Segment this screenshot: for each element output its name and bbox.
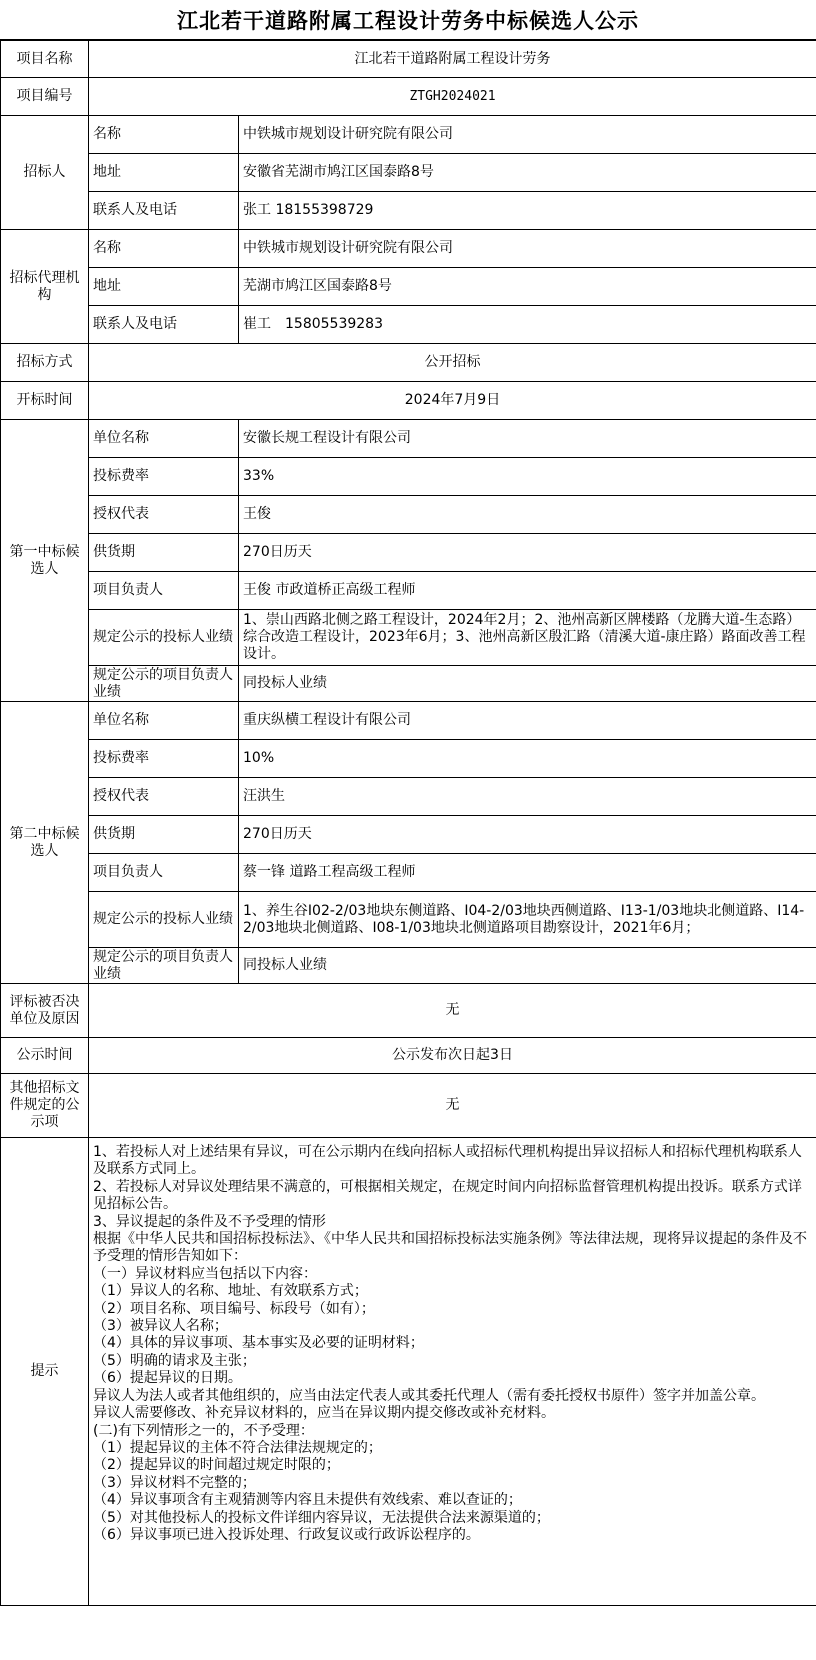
first-performance-label: 规定公示的投标人业绩 <box>89 610 239 666</box>
second-performance-label: 规定公示的投标人业绩 <box>89 892 239 948</box>
row-tenderer-address <box>1 154 816 192</box>
tenderer-name-value: 中铁城市规划设计研究院有限公司 <box>239 116 816 154</box>
second-manager-value: 蔡一锋 道路工程高级工程师 <box>239 854 816 892</box>
second-manager-performance-value: 同投标人业绩 <box>239 948 816 984</box>
notice-line: 3、异议提起的条件及不予受理的情形 <box>93 1213 326 1230</box>
row-notice <box>1 1138 816 1606</box>
row-method <box>1 344 816 382</box>
notice-line: (二)有下列情形之一的，不予受理： <box>93 1422 314 1439</box>
notice-line: （4）具体的异议事项、基本事实及必要的证明材料； <box>93 1335 424 1352</box>
first-manager-label: 项目负责人 <box>89 572 239 610</box>
second-rate-value: 10% <box>239 740 816 778</box>
second-unit-label: 单位名称 <box>89 702 239 740</box>
project-name-value: 江北若干道路附属工程设计劳务 <box>89 41 816 78</box>
tenderer-label: 招标人 <box>1 116 89 230</box>
second-period-label: 供货期 <box>89 816 239 854</box>
first-rep-label: 授权代表 <box>89 496 239 534</box>
project-code-label: 项目编号 <box>1 78 89 116</box>
notice-label: 提示 <box>1 1138 89 1606</box>
first-manager-performance-label: 规定公示的项目负责人业绩 <box>89 666 239 702</box>
method-label: 招标方式 <box>1 344 89 382</box>
notice-line: （3）被异议人名称； <box>93 1318 228 1335</box>
row-first-unit <box>1 420 816 458</box>
tenderer-name-label: 名称 <box>89 116 239 154</box>
publicity-value: 公示发布次日起3日 <box>89 1038 816 1074</box>
agency-label: 招标代理机构 <box>1 230 89 344</box>
announcement-table-wrap <box>0 40 816 1606</box>
notice-line: （5）对其他投标人的投标文件详细内容异议，无法提供合法来源渠道的； <box>93 1509 550 1526</box>
row-open-time <box>1 382 816 420</box>
notice-line: （1）提起异议的主体不符合法律法规规定的； <box>93 1439 382 1456</box>
tenderer-contact-value: 张工 18155398729 <box>239 192 816 230</box>
notice-line: 1、若投标人对上述结果有异议，可在公示期内在线向招标人或招标代理机构提出异议招标人和招标代理机构联系人及联系方式同上。 <box>93 1144 802 1178</box>
open-time-value: 2024年7月9日 <box>89 382 816 420</box>
row-first-manager-performance <box>1 666 816 702</box>
row-first-manager <box>1 572 816 610</box>
notice-content <box>89 1138 816 1606</box>
first-rate-label: 投标费率 <box>89 458 239 496</box>
publicity-label: 公示时间 <box>1 1038 89 1074</box>
notice-line: （6）提起异议的日期。 <box>93 1370 242 1387</box>
tenderer-address-label: 地址 <box>89 154 239 192</box>
notice-line: （3）异议材料不完整的； <box>93 1474 256 1491</box>
notice-line: 异议人需要修改、补充异议材料的，应当在异议期内提交修改或补充材料。 <box>93 1405 555 1422</box>
first-rep-value: 王俊 <box>239 496 816 534</box>
notice-line: （2）提起异议的时间超过规定时限的； <box>93 1457 340 1474</box>
rejected-value: 无 <box>89 984 816 1038</box>
notice-line: （4）异议事项含有主观猜测等内容且未提供有效线索、难以查证的； <box>93 1492 522 1509</box>
notice-line: （6）异议事项已进入投诉处理、行政复议或行政诉讼程序的。 <box>93 1526 480 1543</box>
first-manager-performance-value: 同投标人业绩 <box>239 666 816 702</box>
row-second-rate <box>1 740 816 778</box>
notice-line: 异议人为法人或者其他组织的，应当由法定代表人或其委托代理人（需有委托授权书原件）签字并加盖公章。 <box>93 1387 765 1404</box>
page-title: 江北若干道路附属工程设计劳务中标候选人公示 <box>0 0 816 40</box>
first-unit-label: 单位名称 <box>89 420 239 458</box>
second-rep-label: 授权代表 <box>89 778 239 816</box>
notice-line: （2）项目名称、项目编号、标段号（如有）； <box>93 1300 375 1317</box>
first-unit-value: 安徽长规工程设计有限公司 <box>239 420 816 458</box>
row-project-code <box>1 78 816 116</box>
notice-line: （5）明确的请求及主张； <box>93 1352 256 1369</box>
row-first-period <box>1 534 816 572</box>
other-value: 无 <box>89 1074 816 1138</box>
row-tenderer-contact <box>1 192 816 230</box>
agency-contact-label: 联系人及电话 <box>89 306 239 344</box>
notice-line: 根据《中华人民共和国招标投标法》、《中华人民共和国招标投标法实施条例》等法律法规，现将异议提起的条件及不予受理的情形告知如下： <box>93 1231 807 1265</box>
first-rate-value: 33% <box>239 458 816 496</box>
second-period-value: 270日历天 <box>239 816 816 854</box>
row-agency-name <box>1 230 816 268</box>
project-code-value: ZTGH2024021 <box>89 78 816 116</box>
agency-contact-value: 崔工 15805539283 <box>239 306 816 344</box>
first-manager-value: 王俊 市政道桥正高级工程师 <box>239 572 816 610</box>
second-unit-value: 重庆纵横工程设计有限公司 <box>239 702 816 740</box>
second-manager-performance-label: 规定公示的项目负责人业绩 <box>89 948 239 984</box>
row-second-manager <box>1 854 816 892</box>
row-agency-contact <box>1 306 816 344</box>
notice-line: 2、若投标人对异议处理结果不满意的，可根据相关规定，在规定时间内向招标监督管理机构提出投诉。联系方式详见招标公告。 <box>93 1178 802 1213</box>
first-candidate-label: 第一中标候选人 <box>1 420 89 702</box>
second-rep-value: 汪洪生 <box>239 778 816 816</box>
agency-address-label: 地址 <box>89 268 239 306</box>
agency-name-label: 名称 <box>89 230 239 268</box>
row-first-rep <box>1 496 816 534</box>
row-project-name <box>1 41 816 78</box>
rejected-label: 评标被否决单位及原因 <box>1 984 89 1038</box>
row-second-performance <box>1 892 816 948</box>
row-second-rep <box>1 778 816 816</box>
row-second-period <box>1 816 816 854</box>
row-first-rate <box>1 458 816 496</box>
first-performance-value: 1、崇山西路北侧之路工程设计，2024年2月；2、池州高新区牌楼路（龙腾大道-生态路）综合改造工程设计，2023年6月；3、池州高新区殷汇路（清溪大道-康庄路）路面改善工程设计。 <box>239 610 816 666</box>
row-second-manager-performance <box>1 948 816 984</box>
second-candidate-label: 第二中标候选人 <box>1 702 89 984</box>
agency-address-value: 芜湖市鸠江区国泰路8号 <box>239 268 816 306</box>
second-performance-value: 1、养生谷Ⅰ02-2/03地块东侧道路、Ⅰ04-2/03地块西侧道路、Ⅰ13-1/03地块北侧道路、Ⅰ14-2/03地块北侧道路、Ⅰ08-1/03地块北侧道路项目勘察设计，2021年6月； <box>239 892 816 948</box>
notice-line: （一）异议材料应当包括以下内容： <box>93 1265 317 1282</box>
row-first-performance <box>1 610 816 666</box>
row-second-unit <box>1 702 816 740</box>
row-tenderer-name <box>1 116 816 154</box>
row-rejected <box>1 984 816 1038</box>
announcement-table <box>0 40 816 1606</box>
method-value: 公开招标 <box>89 344 816 382</box>
project-name-label: 项目名称 <box>1 41 89 78</box>
second-manager-label: 项目负责人 <box>89 854 239 892</box>
row-agency-address <box>1 268 816 306</box>
row-publicity <box>1 1038 816 1074</box>
tenderer-address-value: 安徽省芜湖市鸠江区国泰路8号 <box>239 154 816 192</box>
second-rate-label: 投标费率 <box>89 740 239 778</box>
notice-line: （1）异议人的名称、地址、有效联系方式； <box>93 1283 368 1300</box>
open-time-label: 开标时间 <box>1 382 89 420</box>
other-label: 其他招标文件规定的公示项 <box>1 1074 89 1138</box>
agency-name-value: 中铁城市规划设计研究院有限公司 <box>239 230 816 268</box>
first-period-label: 供货期 <box>89 534 239 572</box>
tenderer-contact-label: 联系人及电话 <box>89 192 239 230</box>
row-other <box>1 1074 816 1138</box>
first-period-value: 270日历天 <box>239 534 816 572</box>
